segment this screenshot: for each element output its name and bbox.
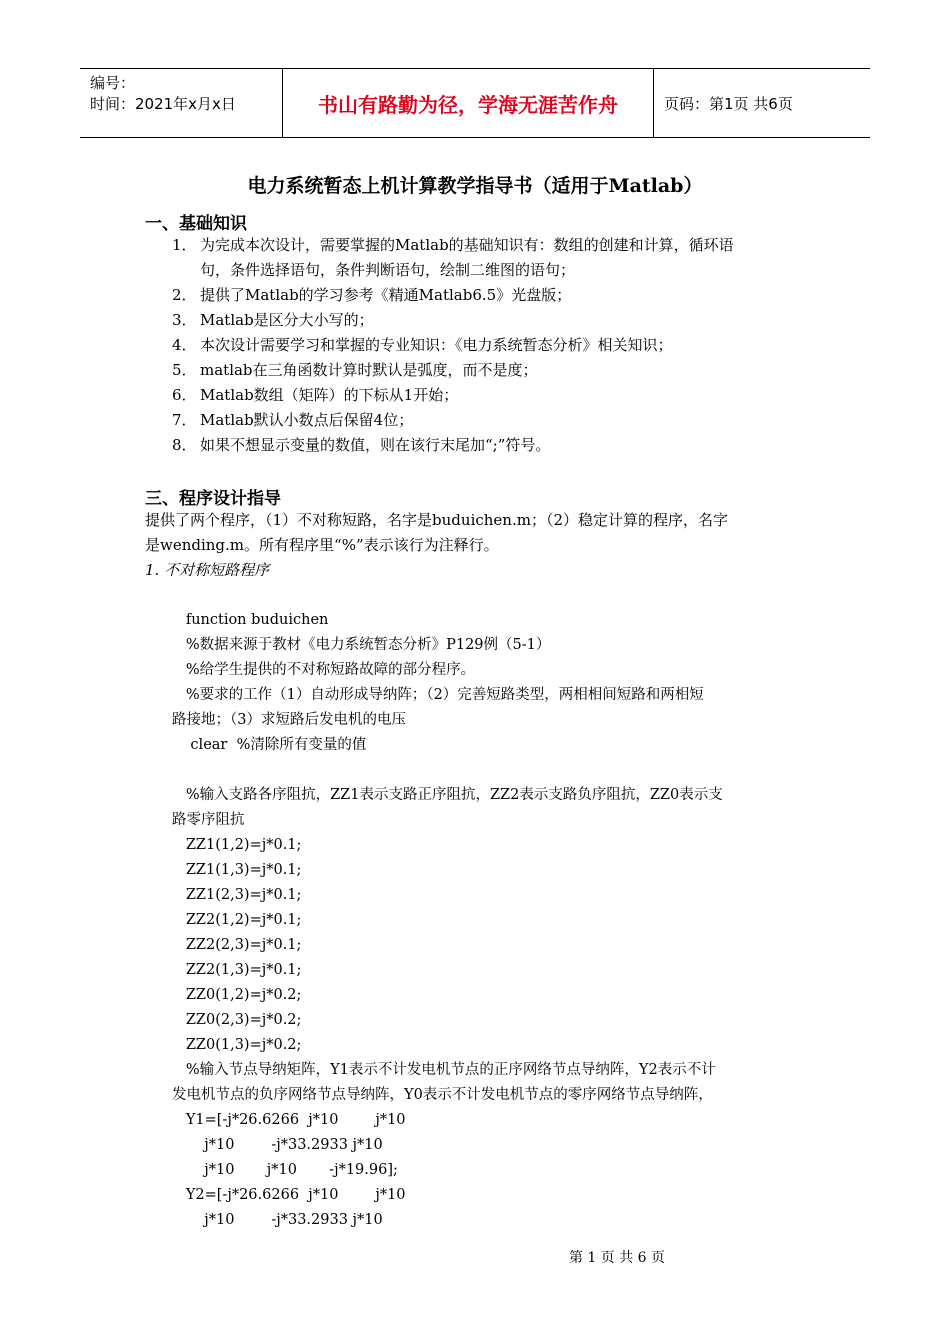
list-item xyxy=(172,333,808,358)
list-item-number: 3． xyxy=(172,311,197,329)
code-line: Y2=[-j*26.6266 j*10 j*10 xyxy=(172,1187,406,1203)
list-item-text: 如果不想显示变量的数值，则在该行末尾加“;”符号。 xyxy=(200,436,551,454)
code-line: ZZ0(2,3)=j*0.2; xyxy=(172,1012,302,1028)
list-item-number: 1． xyxy=(172,236,197,254)
page-header xyxy=(80,68,870,138)
code-line: ZZ2(1,2)=j*0.1; xyxy=(172,912,302,928)
code-line: ZZ1(1,2)=j*0.1; xyxy=(172,837,302,853)
code-line: 路接地；（3）求短路后发电机的电压 xyxy=(172,712,406,728)
list-item xyxy=(172,283,808,308)
document-title: 电力系统暂态上机计算教学指导书（适用于Matlab） xyxy=(247,175,703,197)
list-item xyxy=(172,408,808,433)
code-line: 发电机节点的负序网络节点导纳阵，Y0表示不计发电机节点的零序网络节点导纳阵， xyxy=(172,1087,713,1103)
code-line: clear %清除所有变量的值 xyxy=(172,737,367,753)
code-line: ZZ2(2,3)=j*0.1; xyxy=(172,937,302,953)
code-line: j*10 -j*33.2933 j*10 xyxy=(172,1212,383,1228)
list-item-text: 本次设计需要学习和掌握的专业知识：《电力系统暂态分析》相关知识； xyxy=(200,336,673,354)
code-line: ZZ0(1,2)=j*0.2; xyxy=(172,987,302,1003)
intro-line-1: 提供了两个程序，（1）不对称短路，名字是buduichen.m；（2）稳定计算的程序，名字 xyxy=(145,511,729,529)
code-line: %给学生提供的不对称短路故障的部分程序。 xyxy=(172,662,476,678)
list-item-text: Matlab数组（矩阵）的下标从1开始； xyxy=(200,386,459,404)
header-page-number: 页码：第1页 共6页 xyxy=(664,94,793,113)
section-heading-basics: 一、基础知识 xyxy=(145,214,247,234)
header-left xyxy=(80,69,282,137)
code-line: %输入节点导纳矩阵，Y1表示不计发电机节点的正序网络节点导纳阵，Y2表示不计 xyxy=(172,1062,716,1078)
intro-paragraph xyxy=(145,508,810,558)
code-line: %要求的工作（1）自动形成导纳阵；（2）完善短路类型，两相相间短路和两相短 xyxy=(172,687,704,703)
code-line: j*10 j*10 -j*19.96]; xyxy=(172,1162,398,1178)
list-item-text: 提供了Matlab的学习参考《精通Matlab6.5》光盘版； xyxy=(200,286,572,304)
intro-line-2: 是wending.m。所有程序里“%”表示该行为注释行。 xyxy=(145,536,499,554)
list-item-text: Matlab默认小数点后保留4位； xyxy=(200,411,414,429)
code-line: %数据来源于教材《电力系统暂态分析》P129例（5-1） xyxy=(172,637,551,653)
list-item xyxy=(172,233,808,283)
list-item-number: 4． xyxy=(172,336,197,354)
list-item-text: Matlab是区分大小写的； xyxy=(200,311,374,329)
list-item-number: 7． xyxy=(172,411,197,429)
section-heading-program-guide: 三、程序设计指导 xyxy=(145,489,281,509)
list-item-number: 6． xyxy=(172,386,197,404)
code-line: 路零序阻抗 xyxy=(172,812,245,828)
list-item xyxy=(172,308,808,333)
list-item xyxy=(172,383,808,408)
list-item-text: matlab在三角函数计算时默认是弧度，而不是度； xyxy=(200,361,538,379)
list-item-number: 8． xyxy=(172,436,197,454)
list-item-number: 5． xyxy=(172,361,197,379)
code-line: ZZ0(1,3)=j*0.2; xyxy=(172,1037,302,1053)
list-item-number: 2． xyxy=(172,286,197,304)
page-footer: 第 1 页 共 6 页 xyxy=(568,1250,666,1266)
list-item xyxy=(172,358,808,383)
code-line: %输入支路各序阻抗，ZZ1表示支路正序阻抗，ZZ2表示支路负序阻抗，ZZ0表示支 xyxy=(172,787,723,803)
code-line: ZZ1(1,3)=j*0.1; xyxy=(172,862,302,878)
serial-label: 编号： xyxy=(90,74,136,92)
code-line-blank xyxy=(172,758,812,783)
list-item-text: 为完成本次设计，需要掌握的Matlab的基础知识有：数组的创建和计算，循环语 xyxy=(200,236,734,254)
subsection-heading: 1. 不对称短路程序 xyxy=(145,561,270,579)
code-line: ZZ1(2,3)=j*0.1; xyxy=(172,887,302,903)
date-label: 时间：2021年x月x日 xyxy=(90,95,236,113)
code-line: function buduichen xyxy=(172,612,329,628)
list-item xyxy=(172,433,808,458)
code-block xyxy=(172,608,812,1233)
code-line: ZZ2(1,3)=j*0.1; xyxy=(172,962,302,978)
list-item-continuation: 句，条件选择语句，条件判断语句，绘制二维图的语句； xyxy=(200,261,576,279)
code-line: Y1=[-j*26.6266 j*10 j*10 xyxy=(172,1112,406,1128)
code-line: j*10 -j*33.2933 j*10 xyxy=(172,1137,383,1153)
header-motto: 书山有路勤为径，学海无涯苦作舟 xyxy=(282,69,654,137)
